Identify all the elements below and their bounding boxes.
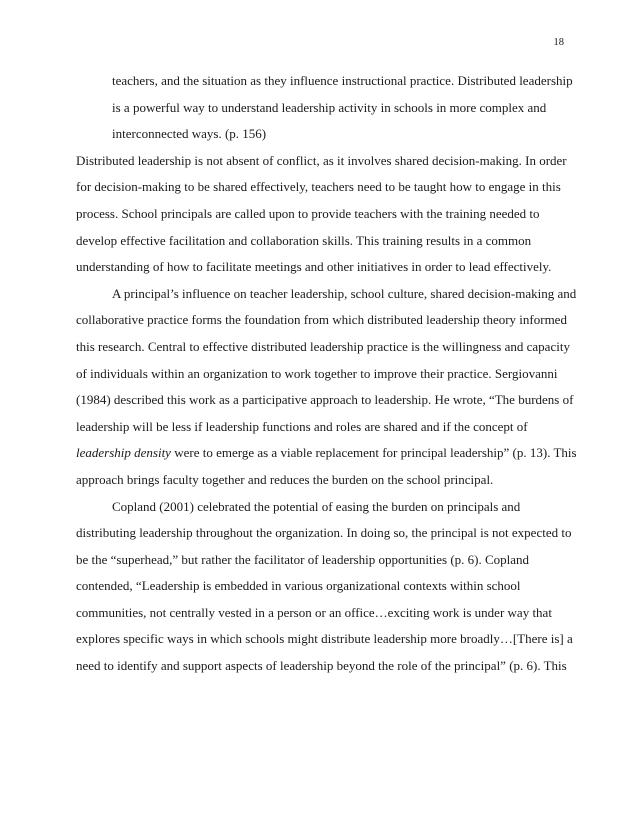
paragraph-line: need to identify and support aspects of leadership beyond the role of the principal” (p. 6). This <box>76 658 567 674</box>
block-quote <box>76 68 576 148</box>
quote-line: teachers, and the situation as they influence instructional practice. Distributed leadership <box>112 73 573 88</box>
paragraph-line: explores specific ways in which schools might distribute leadership more broadly…[There is] a <box>76 631 573 647</box>
paragraph-conflict <box>76 148 576 281</box>
paragraph-line: (1984) described this work as a participative approach to leadership. He wrote, “The burdens of <box>76 392 574 408</box>
page-number: 18 <box>553 37 564 48</box>
paragraph-line: understanding of how to facilitate meetings and other initiatives in order to lead effectively. <box>76 259 552 275</box>
paragraph-line: be the “superhead,” but rather the facilitator of leadership opportunities (p. 6). Copland <box>76 551 530 567</box>
paragraph-line-italic <box>76 440 576 467</box>
paragraph-line: communities, not centrally vested in a person or an office…exciting work is under way that <box>76 604 552 620</box>
paragraph-line: approach brings faculty together and reduces the burden on the school principal. <box>76 471 494 487</box>
paragraph-line: collaborative practice forms the foundation from which distributed leadership theory informed <box>76 312 567 328</box>
quote-line: interconnected ways. (p. 156) <box>112 126 267 142</box>
paragraph-line: develop effective facilitation and collaboration skills. This training results in a common <box>76 232 532 248</box>
paragraph-line: of individuals within an organization to work together to improve their practice. Sergiovanni <box>76 365 558 381</box>
paragraph-line: this research. Central to effective distributed leadership practice is the willingness and capacity <box>76 338 570 354</box>
paragraph-line: for decision-making to be shared effectively, teachers need to be taught how to engage in this <box>76 179 561 195</box>
body-text <box>76 68 576 680</box>
paragraph-copland <box>76 494 576 680</box>
paragraph-line: leadership will be less if leadership functions and roles are shared and if the concept of <box>76 418 528 434</box>
paragraph-line: Copland (2001) celebrated the potential of easing the burden on principals and <box>112 498 521 514</box>
italic-line-rest: were to emerge as a viable replacement for principal leadership” (p. 13). This <box>170 445 577 461</box>
paragraph-principal-influence <box>76 281 576 494</box>
paragraph-line: process. School principals are called upon to provide teachers with the training needed to <box>76 205 540 221</box>
paragraph-line: Distributed leadership is not absent of conflict, as it involves shared decision-making. In order <box>76 152 567 168</box>
italic-term: leadership density <box>76 445 171 461</box>
paragraph-line: contended, “Leadership is embedded in various organizational contexts within school <box>76 578 521 594</box>
paragraph-line: A principal’s influence on teacher leadership, school culture, shared decision-making and <box>112 285 577 301</box>
quote-line: is a powerful way to understand leadership activity in schools in more complex and <box>112 99 547 115</box>
paragraph-line: distributing leadership throughout the organization. In doing so, the principal is not expected to <box>76 525 572 541</box>
